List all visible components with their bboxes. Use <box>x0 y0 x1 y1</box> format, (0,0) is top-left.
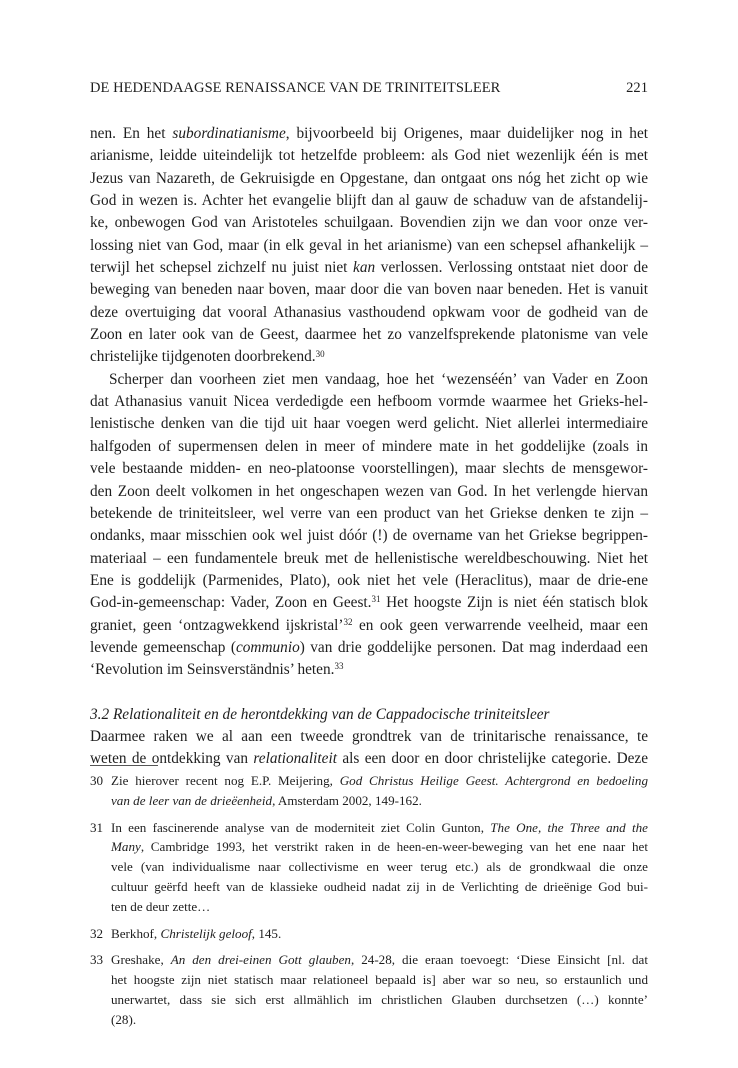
footnote-number: 31 <box>90 819 104 835</box>
text-line: weten de ontdekking van relationaliteit als een door en door christelijke categorie. Deze <box>90 750 648 768</box>
text-line: dat Athanasius vanuit Nicea verdedigde een hefboom vormde waarmee het Grieks-hel- <box>90 393 648 411</box>
text-line: ondanks, maar misschien ook wel juist dóór (!) de overname van het Griekse begrippen- <box>90 527 648 545</box>
text-line: christelijke tijdgenoten doorbrekend.$^{30}$ <box>90 348 325 366</box>
footnote-line: 31 In een fascinerende analyse van de moderniteit ziet Colin Gunton, The One, the Three and the <box>90 818 648 838</box>
footnote-number: 30 <box>90 773 104 788</box>
paragraph-gap <box>90 682 648 704</box>
footnote-31 <box>90 818 648 917</box>
footnote-line: vele (van individualisme naar collectivisme en weer terug etc.) als de grondkwaal die onze <box>111 859 648 875</box>
text-line: arianisme, leidde uiteindelijk tot hetzelfde probleem: als God niet wezenlijk één is met <box>90 147 648 165</box>
footnote-ref[interactable]: 31 <box>371 594 381 605</box>
text-line: Ene is goddelijk (Parmenides, Plato), ook niet het vele (Heraclitus), maar de drie-ene <box>90 571 648 589</box>
running-title: DE HEDENDAAGSE RENAISSANCE VAN DE TRINITEITSLEER <box>90 80 501 96</box>
footnote-line: cultuur geërfd heeft van de klassieke oudheid nadat zij in de Verlichting de drieënige God bui- <box>111 878 648 894</box>
section-3-2 <box>90 704 648 771</box>
main-text <box>90 123 648 771</box>
footnote-line: (28). <box>111 1011 137 1027</box>
text-line: terwijl het schepsel zichzelf nu juist niet kan verlossen. Verlossing ontstaat niet door de <box>90 259 648 277</box>
text-line: nen. En het subordinatianisme, bijvoorbeeld bij Origenes, maar duidelijker nog in het <box>90 125 648 142</box>
footnote-line: 30 Zie hierover recent nog E.P. Meijering, God Christus Heilige Geest. Achtergrond en bedoeling <box>90 771 648 791</box>
text-line: lenistische denken van die tijd uit haar voegen werd gelicht. Niet allerlei intermediaire <box>90 415 648 433</box>
text-line: graniet, geen ‘ontzagwekkend ijskristal’$^{32}$ en ook geen verwarrende veelheid, maar een <box>90 616 649 634</box>
text-line: Daarmee raken we al aan een tweede grondtrek van de trinitarische renaissance, te <box>90 727 648 745</box>
footnote-30 <box>90 771 648 811</box>
footnote-number: 33 <box>90 952 104 968</box>
footnote-ref[interactable]: 33 <box>334 661 344 672</box>
text-line: betekende de triniteitsleer, wel verre van een product van het Griekse denken te zijn – <box>90 504 648 522</box>
text-line: levende gemeenschap (communio) van drie goddelijke personen. Dat mag inderdaad een <box>90 638 648 656</box>
text-line: Zoon en later ook van de Geest, daarmee het zo vanzelfsprekende platonisme van vele <box>90 326 648 344</box>
paragraph-1 <box>90 123 648 369</box>
footnote-line: 33 Greshake, An den drei-einen Gott glauben, 24-28, die eraan toevoegt: ‘Diese Einsicht [nl. dat <box>90 950 648 970</box>
text-line: deze overtuiging dat vooral Athanasius vasthoudend opkwam voor de godheid van de <box>90 303 648 321</box>
footnote-ref[interactable]: 32 <box>343 616 353 627</box>
footnote-32 <box>90 924 648 944</box>
footnote-line: unerwartet, dass sie sich erst allmählich im christlichen Glauben durchsetzen (…) konnte’ <box>111 991 648 1007</box>
text-line: den Zoon deelt volkomen in het ongeschapen wezen van God. In het verlengde hiervan <box>90 482 648 500</box>
text-line: beweging van beneden naar boven, maar door die van boven naar beneden. Het is vanuit <box>90 281 648 299</box>
footnote-line: Many, Cambridge 1993, het verstrikt raken in de heen-en-weer-beweging van het ene naar het <box>111 839 648 855</box>
text-line: God-in-gemeenschap: Vader, Zoon en Geest.$^{31}$ Het hoogste Zijn is niet één statisch blok <box>90 594 648 612</box>
text-line: God in wezen is. Achter het evangelie blijft dan al gauw de schaduw van de afstandelij- <box>90 192 648 210</box>
section-heading: 3.2 Relationaliteit en de herontdekking van de Cappadocische triniteitsleer <box>90 705 550 723</box>
footnote-number: 32 <box>90 925 104 941</box>
footnote-line: 32 Berkhof, Christelijk geloof, 145. <box>90 924 648 944</box>
text-line: ke, onbewogen God van Aristoteles schuilgaan. Bovendien zijn we dan voor onze ver- <box>90 214 648 232</box>
running-header <box>90 80 648 100</box>
footnote-ref[interactable]: 30 <box>315 348 325 359</box>
text-line: lossing niet van God, maar (in elk geval in het arianisme) van een schepsel afhankelijk – <box>90 236 648 254</box>
text-line: halfgoden of supermensen delen in meer of mindere mate in het goddelijke (zoals in <box>90 437 648 455</box>
text-line: Jezus van Nazareth, de Gekruisigde en Opgestane, dan ontgaat ons nóg het zicht op wie <box>90 169 648 187</box>
page-number: 221 <box>626 80 648 96</box>
footnote-line: van de leer van de drieëenheid, Amsterdam 2002, 149-162. <box>111 792 422 808</box>
paragraph-2 <box>90 369 648 682</box>
footnote-separator <box>90 765 158 766</box>
footnote-line: ten de deur zette… <box>111 898 211 914</box>
footnote-33 <box>90 950 648 1029</box>
footnotes <box>90 771 648 1030</box>
footnote-line: het hoogste zijn niet statisch maar relationeel bepaald is] aber war so neu, so erstaunlich und <box>111 972 648 988</box>
text-line: materiaal – een fundamentele breuk met de hellenistische wereldbeschouwing. Niet het <box>90 549 648 567</box>
text-line: vele bestaande midden- en neo-platoonse voorstellingen), maar slechts de mensgewor- <box>90 460 648 478</box>
text-line: ‘Revolution im Seinsverständnis’ heten.$^{33}$ <box>90 661 344 679</box>
text-line: Scherper dan voorheen ziet men vandaag, hoe het ‘wezenséén’ van Vader en Zoon <box>109 370 648 388</box>
